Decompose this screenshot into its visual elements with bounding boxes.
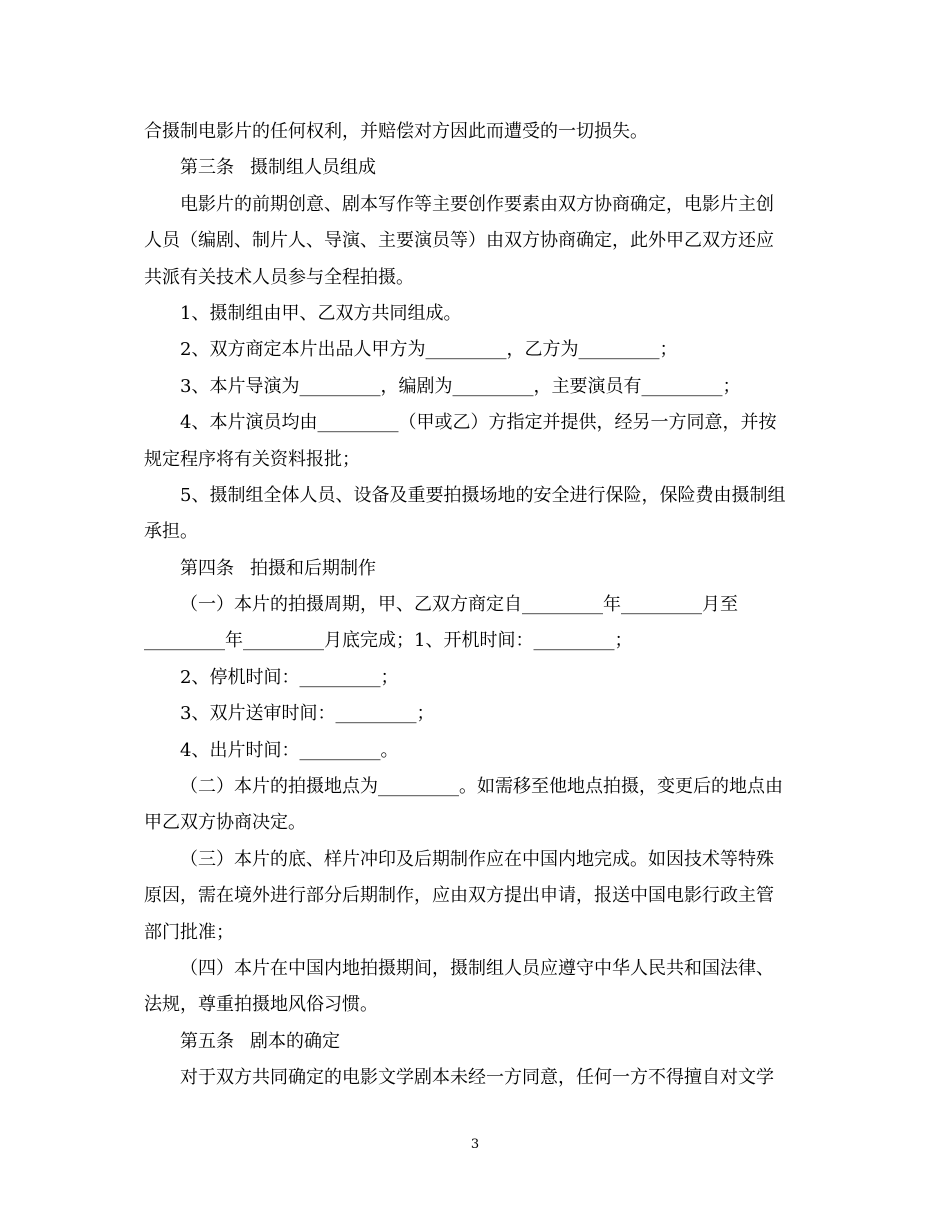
paragraph-line: 法规，尊重拍摄地风俗习惯。 (144, 994, 378, 1016)
paragraph-line: 电影片的前期创意、剧本写作等主要创作要素由双方协商确定，电影片主创 (180, 193, 774, 215)
paragraph-line: 人员（编剧、制片人、导演、主要演员等）由双方协商确定，此外甲乙双方还应 (144, 230, 774, 252)
paragraph-line: 合摄制电影片的任何权利，并赔偿对方因此而遭受的一切损失。 (144, 121, 648, 142)
article-title: 摄制组人员组成 (250, 157, 376, 179)
paragraph-line: 2、双方商定本片出品人甲方为_________，乙方为_________； (180, 339, 678, 361)
paragraph-line: 对于双方共同确定的电影文学剧本未经一方同意，任何一方不得擅自对文学 (180, 1067, 774, 1089)
paragraph-line: 2、停机时间：_________； (180, 666, 399, 688)
article-title: 剧本的确定 (250, 1030, 340, 1052)
paragraph-line: 承担。 (144, 521, 198, 543)
paragraph-line: 5、摄制组全体人员、设备及重要拍摄场地的安全进行保险，保险费由摄制组 (180, 484, 786, 506)
paragraph-line: 原因，需在境外进行部分后期制作，应由双方提出申请，报送中国电影行政主管 (144, 885, 774, 907)
paragraph-line: _________年_________月底完成；1、开机时间：_________； (144, 630, 633, 652)
paragraph-line: 甲乙双方协商决定。 (144, 812, 306, 834)
paragraph-line: 3、本片导演为_________，编剧为_________，主要演员有_________； (180, 375, 741, 397)
paragraph-line: 4、本片演员均由_________（甲或乙）方指定并提供，经另一方同意，并按 (180, 412, 777, 434)
paragraph-line: （三）本片的底、样片冲印及后期制作应在中国内地完成。如因技术等特殊 (180, 848, 774, 870)
article-heading (144, 150, 806, 186)
paragraph-line: 3、双片送审时间：_________； (180, 703, 435, 725)
paragraph-line: 规定程序将有关资料报批； (144, 448, 360, 470)
page-number: 3 (470, 1137, 480, 1152)
paragraph-line: （四）本片在中国内地拍摄期间，摄制组人员应遵守中华人民共和国法律、 (180, 957, 774, 979)
article-heading (144, 551, 806, 587)
paragraph-line: （一）本片的拍摄周期，甲、乙双方商定自_________年_________月至 (180, 594, 738, 616)
article-title: 拍摄和后期制作 (250, 557, 376, 579)
article-number: 第三条 (180, 157, 234, 179)
document-body (144, 114, 806, 1097)
paragraph-line: 共派有关技术人员参与全程拍摄。 (144, 266, 414, 288)
paragraph-line: 1、摄制组由甲、乙双方共同组成。 (180, 302, 462, 324)
paragraph-line: （二）本片的拍摄地点为_________。如需移至他地点拍摄，变更后的地点由 (180, 776, 783, 798)
paragraph-line: 4、出片时间：_________。 (180, 739, 399, 761)
article-number: 第四条 (180, 557, 234, 579)
article-heading (144, 1024, 806, 1060)
paragraph-line: 部门批准； (144, 921, 234, 943)
article-number: 第五条 (180, 1030, 234, 1052)
